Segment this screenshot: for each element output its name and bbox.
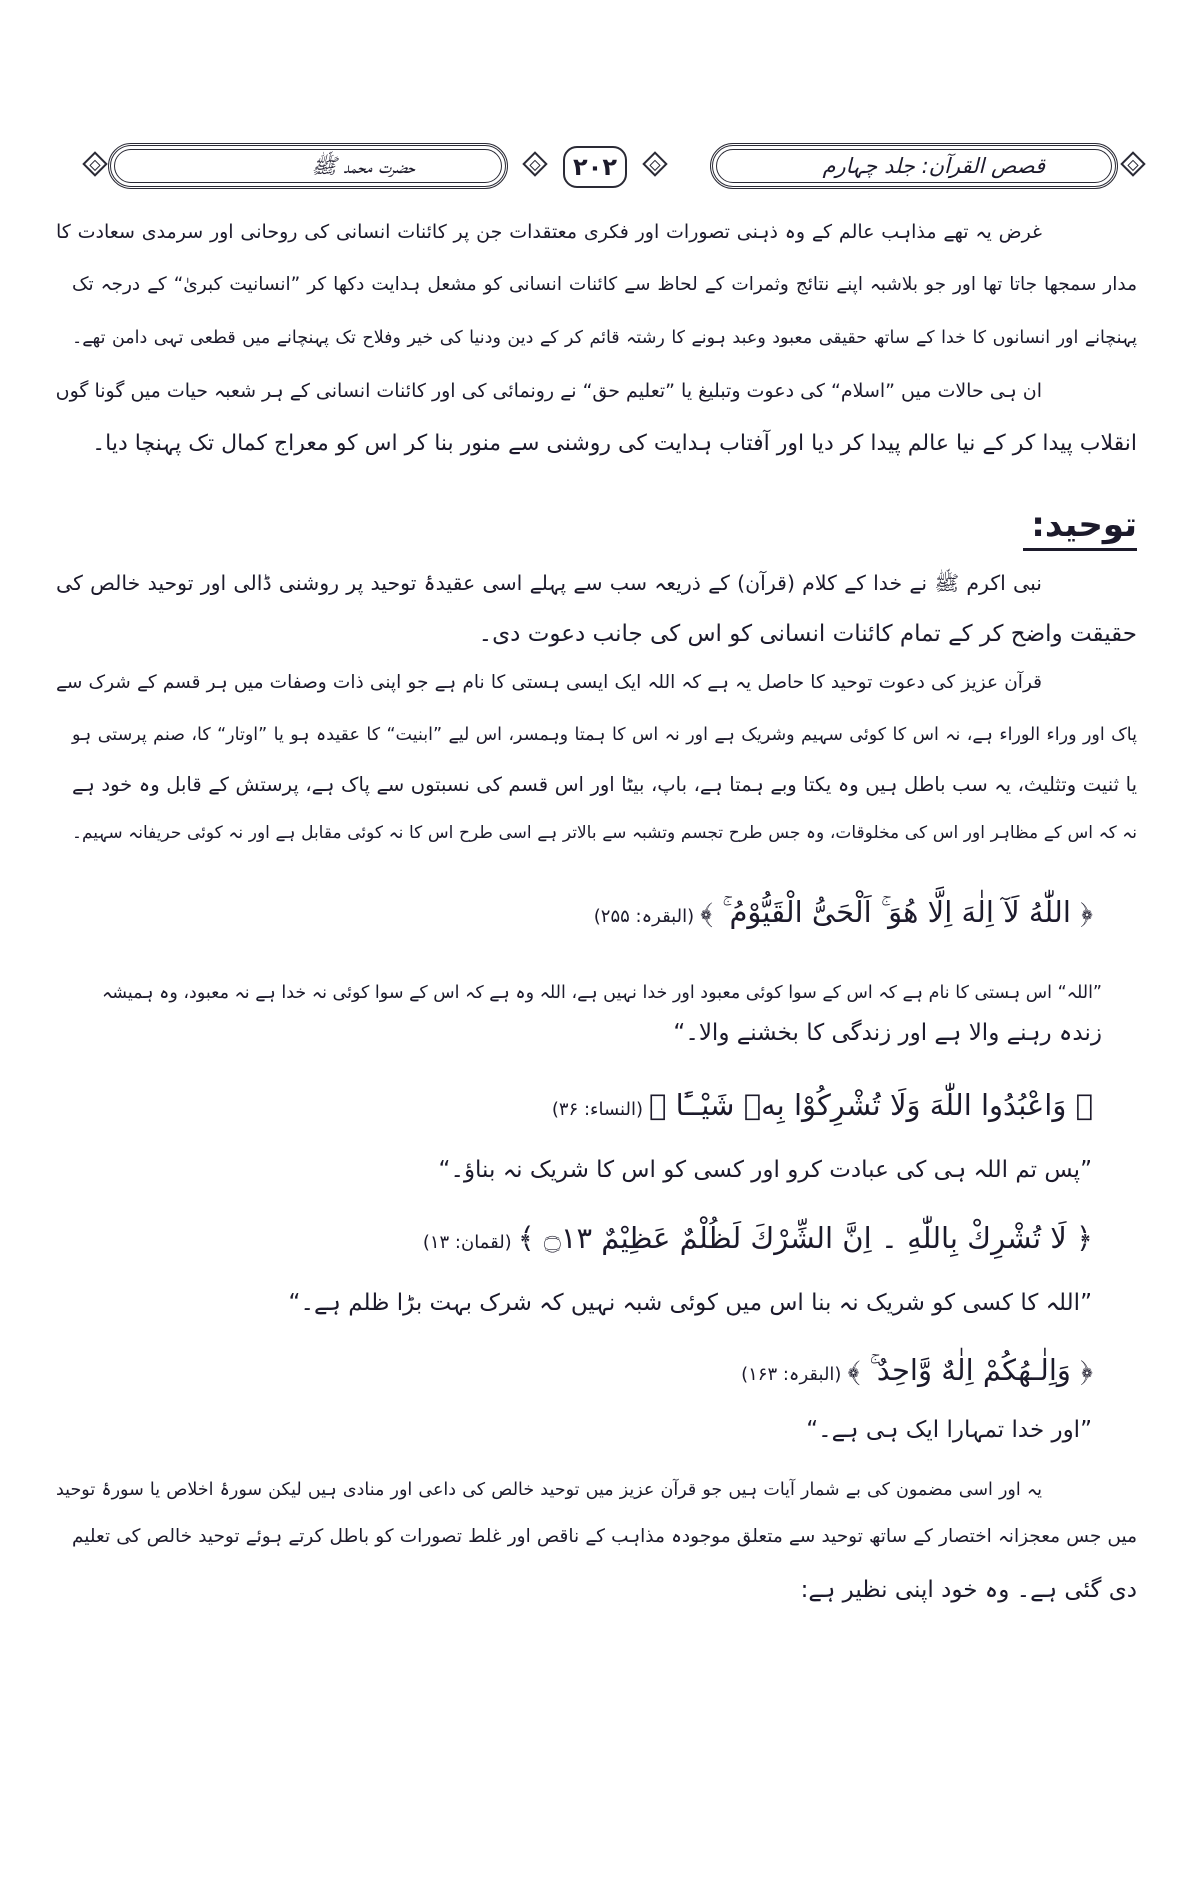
verse-reference: (البقرہ: ۲۵۵) bbox=[593, 906, 695, 927]
verse-translation: ”اللہ“ اس ہستی کا نام ہے کہ اس کے سوا کوئی معبود اور خدا نہیں ہے، اللہ وہ ہے کہ اس کے سوا کوئی نہ خدا ہے نہ معبود، وہ ہمیشہ bbox=[102, 983, 1102, 1003]
text-line: دی گئی ہے۔ وہ خود اپنی نظیر ہے: bbox=[800, 1577, 1137, 1603]
text-line: انقلاب پیدا کر کے نیا عالم پیدا کر دیا اور آفتاب ہدایت کی روشنی سے منور بنا کر اس کو معراج کمال تک پہنچا دیا۔ bbox=[92, 431, 1137, 456]
verse-reference: (البقرہ: ۱۶۳) bbox=[741, 1364, 842, 1385]
verse-reference: (لقمان: ۱۳) bbox=[422, 1232, 512, 1253]
ornament-icon bbox=[82, 151, 107, 176]
text-line: یہ اور اسی مضمون کی بے شمار آیات ہیں جو قرآن عزیز میں توحید خالص کی داعی اور منادی ہیں لیکن سورۂ اخلاص یا سورۂ توحید bbox=[56, 1480, 1042, 1500]
heading-underline bbox=[1023, 548, 1137, 551]
quran-verse bbox=[423, 1213, 1093, 1263]
verse-translation: ”پس تم اللہ ہی کی عبادت کرو اور کسی کو اس کا شریک نہ بناؤ۔“ bbox=[438, 1157, 1092, 1183]
page-number: ۲۰۲ bbox=[563, 146, 627, 188]
text-line: مدار سمجھا جاتا تھا اور جو بلاشبہ اپنے نتائج وثمرات کے لحاظ سے کائنات انسانی کو مشعل ہدایت دکھا کر ”انسانیت کبریٰ“ کے درجہ تک bbox=[72, 274, 1137, 295]
text-line: ان ہی حالات میں ”اسلام“ کی دعوت وتبلیغ یا ”تعلیم حق“ نے رونمائی کی اور کائنات انسانی کے ہر شعبہ حیات میں گونا گوں bbox=[55, 380, 1042, 402]
text-line: غرض یہ تھے مذاہب عالم کے وہ ذہنی تصورات اور فکری معتقدات جن پر کائنات انسانی کی روحانی اور سرمدی سعادت کا bbox=[56, 221, 1042, 243]
verse-translation: ”اللہ کا کسی کو شریک نہ بنا اس میں کوئی شبہ نہیں کہ شرک بہت بڑا ظلم ہے۔“ bbox=[288, 1290, 1092, 1316]
verse-translation: زندہ رہنے والا ہے اور زندگی کا بخشنے والا۔“ bbox=[673, 1020, 1102, 1046]
text-line: نہ کہ اس کے مظاہر اور اس کی مخلوقات، وہ جس طرح تجسم وتشبہ سے بالاتر ہے اسی طرح اس کا نہ کوئی مقابل ہے اور نہ کوئی حریفانہ سہیم۔ bbox=[72, 823, 1137, 843]
verse-translation: ”اور خدا تمہارا ایک ہی ہے۔“ bbox=[806, 1417, 1092, 1443]
quran-verse bbox=[741, 1345, 1093, 1395]
chapter-title-frame bbox=[108, 143, 508, 189]
verse-reference: (النساء: ۳۶) bbox=[551, 1099, 643, 1120]
quran-verse bbox=[594, 887, 1093, 937]
verse-arabic: ﴿ لَا تُشْرِكْ بِاللّٰهِ ۔ اِنَّ الشِّرْكَ لَظُلْمٌ عَظِیْمٌ ۝۱۳ ﴾ bbox=[517, 1221, 1093, 1255]
verse-arabic: ﴿ وَاعْبُدُوا اللّٰهَ وَلَا تُشْرِكُوْا بِهٖ شَیْــًٔا ﴾ bbox=[648, 1088, 1093, 1122]
text-line: حقیقت واضح کر کے تمام کائنات انسانی کو اس کی جانب دعوت دی۔ bbox=[478, 621, 1137, 647]
chapter-title: حضرت محمد ﷺ bbox=[311, 154, 415, 178]
book-title-frame bbox=[710, 143, 1118, 189]
text-line: میں جس معجزانہ اختصار کے ساتھ توحید سے متعلق موجودہ مذاہب کے ناقص اور غلط تصورات کو باطل کرتے ہوئے توحید خالص کی تعلیم bbox=[72, 1526, 1137, 1547]
ornament-icon bbox=[1120, 151, 1145, 176]
text-line: یا ثنیت وتثلیث، یہ سب باطل ہیں وہ یکتا وبے ہمتا ہے، باپ، بیٹا اور اس قسم کی نسبتوں سے پاک ہے، پرستش کے قابل وہ خود ہے bbox=[72, 773, 1137, 796]
text-line: پاک اور وراء الوراء ہے، نہ اس کا کوئی سہیم وشریک ہے اور نہ اس کا ہمتا وہمسر، اس لیے ”ابنیت“ کا عقیدہ ہو یا ”اوتار“ کا، صنم پرستی ہو bbox=[72, 725, 1137, 745]
text-line: قرآن عزیز کی دعوت توحید کا حاصل یہ ہے کہ اللہ ایک ایسی ہستی کا نام ہے جو اپنی ذات وصفات میں ہر قسم کے شرک سے bbox=[56, 672, 1042, 693]
verse-arabic: ﴿ وَاِلٰـهُكُمْ اِلٰهٌ وَّاحِدٌ ۚ ﴾ bbox=[847, 1353, 1093, 1387]
text-line: نبی اکرم ﷺ نے خدا کے کلام (قرآن) کے ذریعہ سب سے پہلے اسی عقیدۂ توحید پر روشنی ڈالی اور توحید خالص کی bbox=[56, 571, 1042, 595]
verse-arabic: ﴿ اللّٰهُ لَآ اِلٰهَ اِلَّا هُوَ ۚ اَلْحَیُّ الْقَیُّوْمُ ۚ ﴾ bbox=[700, 895, 1093, 929]
text-line: پہنچانے اور انسانوں کا خدا کے ساتھ حقیقی معبود وعبد ہونے کا رشتہ قائم کر کے دین ودنیا کی خیر وفلاح تک پہنچانے میں قطعی تہی دامن تھے۔ bbox=[72, 328, 1137, 348]
ornament-icon bbox=[522, 151, 547, 176]
ornament-icon bbox=[642, 151, 667, 176]
book-title: قصص القرآن: جلد چہارم bbox=[822, 154, 1045, 178]
quran-verse bbox=[552, 1080, 1093, 1130]
section-heading: توحید: bbox=[1031, 505, 1137, 545]
